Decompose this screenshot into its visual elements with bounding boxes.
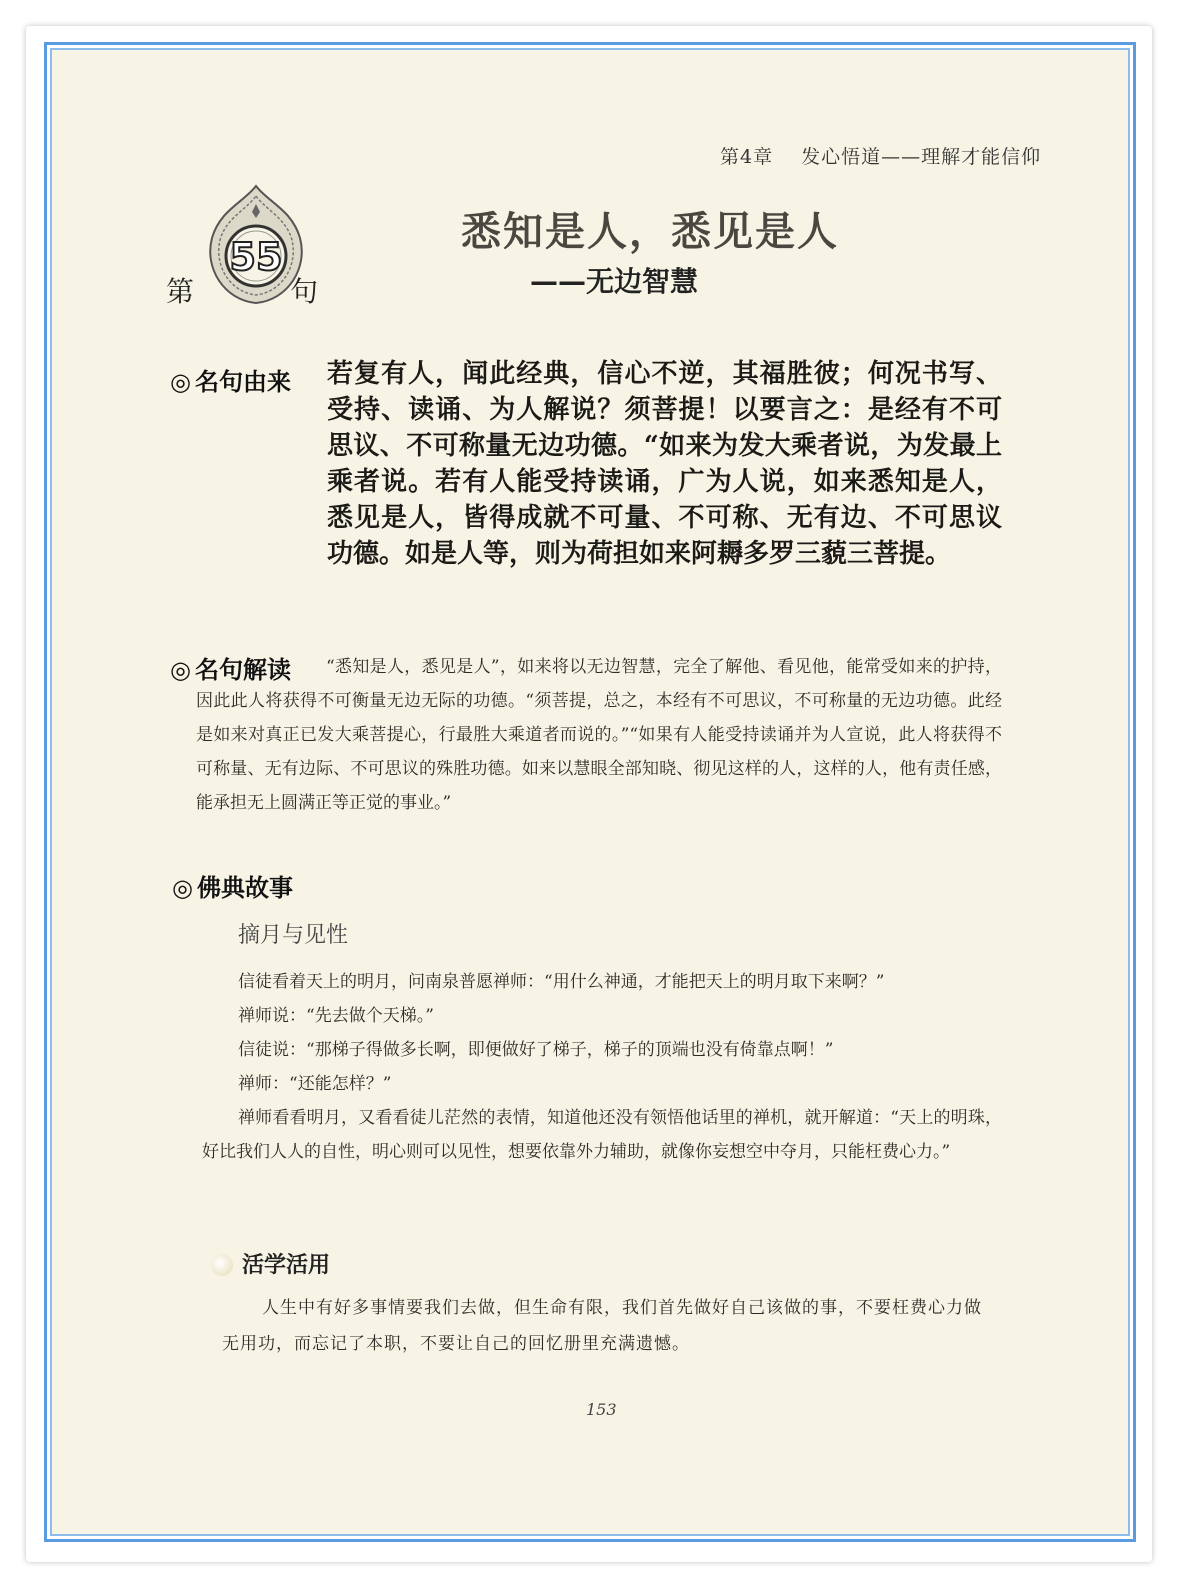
- story-title: 摘月与见性: [238, 923, 349, 948]
- section-story-heading: [172, 868, 293, 903]
- badge-number: 55: [229, 235, 283, 279]
- running-head-title: 发心悟道——理解才能信仰: [801, 146, 1042, 168]
- section-mark-icon: ◎: [170, 656, 191, 684]
- section-origin-heading: [170, 362, 291, 397]
- apply-circle-icon: [211, 1254, 233, 1276]
- page-title: 悉知是人，悉见是人: [461, 209, 839, 255]
- apply-text: 人生中有好多事情要我们去做，但生命有限，我们首先做好自己该做的事，不要枉费心力做无用功，而忘记了本职，不要让自己的回忆册里充满遗憾。: [222, 1298, 982, 1354]
- running-head: [720, 142, 1041, 169]
- section-mark-icon: ◎: [172, 874, 193, 902]
- section-mark-icon: ◎: [170, 368, 191, 396]
- badge-suffix: 句: [290, 275, 319, 308]
- section-story-label: 佛典故事: [196, 874, 293, 902]
- page-subtitle: ——无边智慧: [530, 265, 699, 298]
- story-paragraph: 禅师看看明月，又看看徒儿茫然的表情，知道他还没有领悟他话里的禅机，就开解道：“天上的明珠，好比我们人人的自性，明心则可以见性，想要依靠外力辅助，就像你妄想空中夺月，只能枉费心力。”: [202, 1108, 1002, 1162]
- origin-quote: 若复有人，闻此经典，信心不逆，其福胜彼；何况书写、受持、读诵、为人解说？须菩提！以要言之：是经有不可思议、不可称量无边功德。“如来为发大乘者说，为发最上乘者说。若有人能受持读诵，广为人说，如来悉知是人，悉见是人，皆得成就不可量、不可称、无有边、不可思议功德。如是人等，则为荷担如来阿耨多罗三藐三菩提。: [327, 359, 1002, 569]
- running-head-chapter: 第4章: [720, 146, 774, 168]
- page-number: 153: [586, 1400, 617, 1419]
- story-paragraph: 禅师：“还能怎样？”: [238, 1074, 392, 1094]
- badge-prefix: 第: [166, 275, 195, 308]
- story-paragraph: 信徒看着天上的明月，问南泉普愿禅师：“用什么神通，才能把天上的明月取下来啊？”: [238, 972, 885, 992]
- story-paragraph: 信徒说：“那梯子得做多长啊，即便做好了梯子，梯子的顶端也没有倚靠点啊！”: [238, 1040, 834, 1060]
- interpretation-text: “悉知是人，悉见是人”，如来将以无边智慧，完全了解他、看见他，能常受如来的护持，因此此人将获得不可衡量无边无际的功德。“须菩提，总之，本经有不可思议，不可称量的无边功德。此经是如来对真正已发大乘菩提心，行最胜大乘道者而说的。”“如果有人能受持读诵并为人宣说，此人将获得不可称量、无有边际、不可思议的殊胜功德。如来以慧眼全部知晓、彻见这样的人，这样的人，他有责任感，能承担无上圆满正等正觉的事业。”: [196, 657, 1002, 813]
- section-origin-label: 名句由来: [194, 368, 291, 396]
- story-body: [202, 965, 1002, 1169]
- story-paragraph: 禅师说：“先去做个天梯。”: [238, 1006, 434, 1026]
- section-apply-heading: 活学活用: [242, 1253, 331, 1278]
- section-interpretation-label: 名句解读: [194, 656, 291, 684]
